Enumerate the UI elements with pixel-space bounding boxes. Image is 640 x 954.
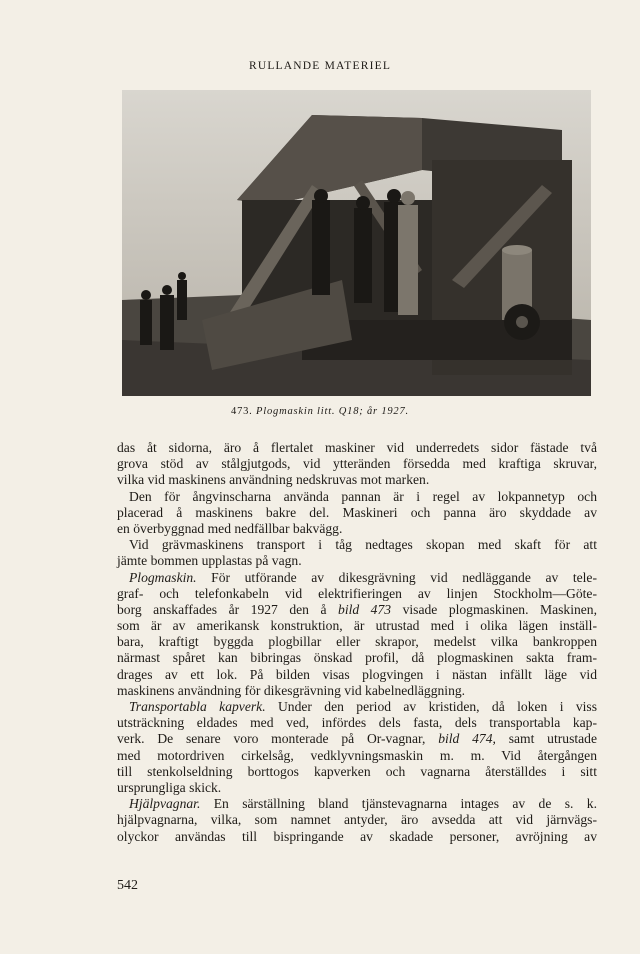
text-run: Under den period av kristiden, då loken i viss: [265, 699, 597, 714]
text-run: en överbyggnad med nedfällbar bakvägg.: [117, 520, 343, 536]
text-line: [117, 505, 597, 521]
text-run: Den för ångvinscharna använda pannan är i regel av lokpannetyp och: [129, 488, 597, 504]
body-text: [117, 440, 597, 845]
caption-number: 473.: [231, 406, 253, 417]
text-run: maskinens användning för dikesgrävning vid kabelnedläggning.: [117, 682, 466, 698]
page-number: 542: [117, 878, 138, 893]
text-line: [117, 489, 597, 505]
text-run: För utförande av dikesgrävning vid nedläggande av tele-: [196, 569, 597, 585]
text-line: [117, 731, 597, 747]
text-run: som är av amerikansk konstruktion, är utrustad med i olika lägen inställ-: [117, 618, 597, 634]
text-line: [117, 829, 597, 845]
text-line: [117, 537, 597, 553]
text-run: med motordriven cirkelsåg, vedklyvningsmaskin m. m. Vid återgången: [117, 747, 597, 763]
running-header: RULLANDE MATERIEL: [248, 60, 392, 72]
text-run: jämte bommen upplastas på vagn.: [117, 553, 302, 569]
text-run: borg anskaffades år 1927 den å: [117, 601, 339, 617]
text-run: En särställning bland tjänstevagnarna intages av de s. k.: [200, 796, 597, 812]
text-line: [117, 440, 597, 456]
text-run: Vid grävmaskinens transport i tåg nedtages skopan med skaft för att: [129, 537, 597, 553]
italic-run: bild 473: [338, 601, 392, 617]
text-line: [117, 634, 597, 650]
text-line: [117, 764, 597, 780]
italic-run: bild 474,: [438, 731, 496, 747]
italic-run: Plogmaskin.: [129, 569, 197, 585]
figure-caption: [0, 406, 640, 417]
text-line: [117, 618, 597, 634]
text-run: das åt sidorna, äro å flertalet maskiner vid underredets sidor fästade två: [117, 440, 597, 455]
text-line: [117, 586, 597, 602]
photo-illustration: [122, 90, 591, 396]
text-run: olyckor användas till bispringande av skadade personer, avröjning av: [117, 828, 597, 844]
text-line: [117, 602, 597, 618]
text-line: [117, 796, 597, 812]
photograph-plow-machine: [122, 90, 591, 396]
text-run: graf- och telefonkabeln vid elektrifieringen av linjen Stockholm—Göte-: [117, 585, 597, 601]
text-run: placerad å maskinens bakre del. Maskineri och panna äro skyddade av: [117, 504, 597, 520]
text-run: närmast spåret kan bibringas önskad profil, då plogmaskinen sakta fram-: [117, 650, 597, 666]
text-run: utsträckning eldades med ved, infördes dels fasta, dels transportabla kap-: [117, 715, 597, 731]
text-run: verk. De senare voro monterade på Or-vagnar,: [117, 731, 439, 747]
text-line: [117, 780, 597, 796]
text-line: [117, 812, 597, 828]
text-line: [117, 715, 597, 731]
text-line: [117, 456, 597, 472]
text-line: [117, 521, 597, 537]
text-run: hjälpvagnarna, vilka, som namnet antyder, äro avsedda att vid järnvägs-: [117, 812, 597, 828]
text-run: till stenkolseldning borttogos kapverken och vagnarna återställdes i sitt: [117, 763, 597, 779]
text-line: [117, 570, 597, 586]
text-run: grova stöd av stålgjutgods, vid ytteränden försedda med kraftiga skruvar,: [117, 456, 597, 472]
text-line: [117, 748, 597, 764]
italic-run: Transportabla kapverk.: [129, 699, 266, 714]
caption-text: Plogmaskin litt. Q18; år 1927.: [256, 406, 409, 417]
text-line: [117, 472, 597, 488]
text-line: [117, 650, 597, 666]
text-line: [117, 699, 597, 715]
text-run: visade plogmaskinen. Maskinen,: [391, 601, 597, 617]
text-run: drages av ett lok. På bilden visas plogvingen i nästan infällt läge vid: [117, 666, 597, 682]
text-line: [117, 667, 597, 683]
text-line: [117, 683, 597, 699]
text-run: ursprungliga skick.: [117, 779, 222, 795]
text-line: [117, 553, 597, 569]
italic-run: Hjälpvagnar.: [129, 796, 201, 812]
text-run: bara, kraftigt byggda plogbillar eller skrapor, medelst vilka bankroppen: [117, 634, 597, 650]
text-run: samt utrustade: [495, 731, 597, 747]
text-run: vilka vid maskinens användning nedskruvas mot marken.: [117, 472, 430, 488]
